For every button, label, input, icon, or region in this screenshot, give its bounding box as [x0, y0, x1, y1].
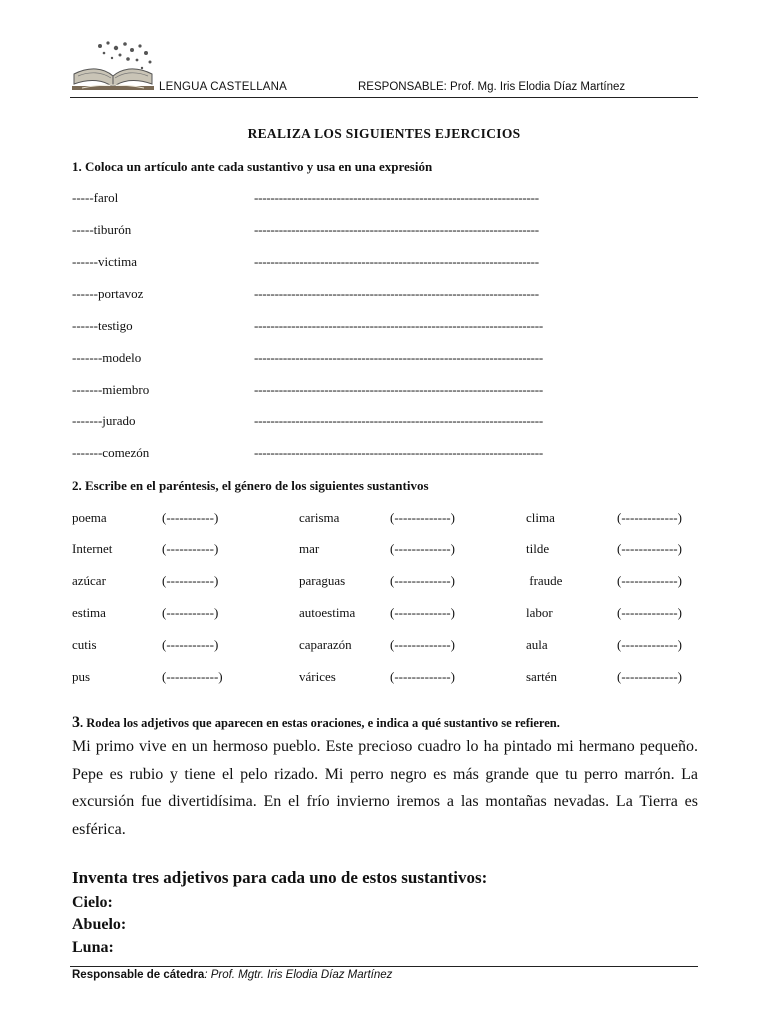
noun: aula — [526, 637, 548, 652]
noun: sartén — [526, 669, 558, 684]
footer — [72, 969, 392, 981]
noun: cutis — [72, 637, 97, 652]
noun-blank: -----farol — [72, 190, 119, 205]
noun-blank: -----tiburón — [72, 222, 132, 237]
adjective-sentences: Mi primo vive en un hermoso pueblo. Este precioso cuadro lo ha pintado mi hermano pequeño. Pepe es rubio y tiene el pelo rizado. Mi perro negro es más grande que tu perro marrón. La excursión fue divertidísima. En el frío invierno iremos a las montañas nevadas. La Tierra es esférica. — [72, 738, 698, 838]
gender-blank[interactable]: (-------------) — [390, 510, 455, 525]
noun: caparazón — [299, 637, 352, 652]
gender-row — [72, 669, 702, 687]
noun: poema — [72, 510, 107, 525]
exercise-1-heading: 1. Coloca un artículo ante cada sustantivo y usa en una expresión — [72, 159, 433, 174]
exercise-1-row — [72, 318, 632, 336]
gender-blank[interactable]: (-----------) — [162, 605, 219, 620]
gender-row — [72, 637, 702, 655]
header-subject: LENGUA CASTELLANA — [159, 81, 288, 93]
noun: Internet — [72, 541, 113, 556]
noun: tilde — [526, 541, 550, 556]
noun-label: Cielo: — [72, 894, 113, 911]
gender-blank[interactable]: (-------------) — [390, 605, 455, 620]
noun: autoestima — [299, 605, 356, 620]
footer-name: : Prof. Mgtr. Iris Elodia Díaz Martínez — [204, 969, 393, 981]
noun-item-luna — [72, 939, 114, 957]
exercise-1-row — [72, 350, 632, 368]
exercise-2-heading: 2. Escribe en el paréntesis, el género de los siguientes sustantivos — [72, 478, 429, 493]
gender-blank[interactable]: (-------------) — [617, 605, 682, 620]
gender-blank[interactable]: (------------) — [162, 669, 223, 684]
header-divider — [70, 97, 698, 98]
answer-line[interactable]: --------------------------------------------------------------------- — [254, 286, 539, 301]
exercise-1-row — [72, 254, 632, 272]
noun-item-abuelo — [72, 916, 126, 934]
open-book-logo-icon — [70, 40, 156, 94]
gender-blank[interactable]: (-----------) — [162, 573, 219, 588]
answer-line[interactable]: --------------------------------------------------------------------- — [254, 222, 539, 237]
invent-adjectives-heading: Inventa tres adjetivos para cada uno de estos sustantivos: — [72, 868, 488, 887]
gender-blank[interactable]: (-------------) — [617, 541, 682, 556]
gender-blank[interactable]: (-----------) — [162, 510, 219, 525]
gender-row — [72, 541, 702, 559]
gender-blank[interactable]: (-------------) — [617, 669, 682, 684]
noun-blank: ------portavoz — [72, 286, 144, 301]
gender-blank[interactable]: (-------------) — [617, 510, 682, 525]
exercise-3-number: 3 — [72, 714, 80, 731]
gender-blank[interactable]: (-------------) — [617, 573, 682, 588]
exercise-1-row — [72, 190, 632, 208]
exercise-1-row — [72, 222, 632, 240]
noun: labor — [526, 605, 553, 620]
noun-item-cielo — [72, 894, 113, 912]
answer-line[interactable]: ---------------------------------------------------------------------- — [254, 382, 544, 397]
gender-blank[interactable]: (-----------) — [162, 541, 219, 556]
answer-line[interactable]: ---------------------------------------------------------------------- — [254, 445, 544, 460]
noun: várices — [299, 669, 336, 684]
noun: azúcar — [72, 573, 106, 588]
noun: pus — [72, 669, 91, 684]
noun: mar — [299, 541, 320, 556]
answer-line[interactable]: --------------------------------------------------------------------- — [254, 254, 539, 269]
gender-blank[interactable]: (-----------) — [162, 637, 219, 652]
exercise-1-row — [72, 382, 632, 400]
noun: carisma — [299, 510, 340, 525]
noun-label: Luna: — [72, 939, 114, 956]
answer-line[interactable]: ---------------------------------------------------------------------- — [254, 318, 544, 333]
noun: paraguas — [299, 573, 346, 588]
exercise-1-row — [72, 413, 632, 431]
noun-blank: -------jurado — [72, 413, 136, 428]
noun-blank: -------modelo — [72, 350, 142, 365]
exercise-3-instruction: . Rodea los adjetivos que aparecen en estas oraciones, e indica a qué sustantivo se refieren. — [80, 716, 560, 730]
noun-blank: -------comezón — [72, 445, 150, 460]
exercise-3-heading — [72, 714, 560, 732]
answer-line[interactable]: ---------------------------------------------------------------------- — [254, 413, 544, 428]
answer-line[interactable]: --------------------------------------------------------------------- — [254, 190, 539, 205]
gender-row — [72, 573, 702, 591]
noun-blank: ------testigo — [72, 318, 133, 333]
noun-blank: ------victima — [72, 254, 137, 269]
noun: estima — [72, 605, 106, 620]
noun: fraude — [526, 573, 563, 588]
header-responsible: RESPONSABLE: Prof. Mg. Iris Elodia Díaz Martínez — [358, 81, 626, 93]
exercise-1-row — [72, 445, 632, 463]
gender-blank[interactable]: (-------------) — [390, 637, 455, 652]
exercise-1-row — [72, 286, 632, 304]
gender-blank[interactable]: (-------------) — [390, 541, 455, 556]
gender-blank[interactable]: (-------------) — [390, 669, 455, 684]
gender-row — [72, 605, 702, 623]
gender-blank[interactable]: (-------------) — [617, 637, 682, 652]
noun-label: Abuelo: — [72, 916, 127, 933]
page-title: REALIZA LOS SIGUIENTES EJERCICIOS — [247, 126, 521, 141]
noun: clima — [526, 510, 555, 525]
answer-line[interactable]: ---------------------------------------------------------------------- — [254, 350, 544, 365]
gender-blank[interactable]: (-------------) — [390, 573, 455, 588]
footer-label: Responsable de cátedra — [72, 969, 205, 981]
footer-divider — [70, 966, 698, 967]
gender-row — [72, 510, 702, 528]
noun-blank: -------miembro — [72, 382, 150, 397]
